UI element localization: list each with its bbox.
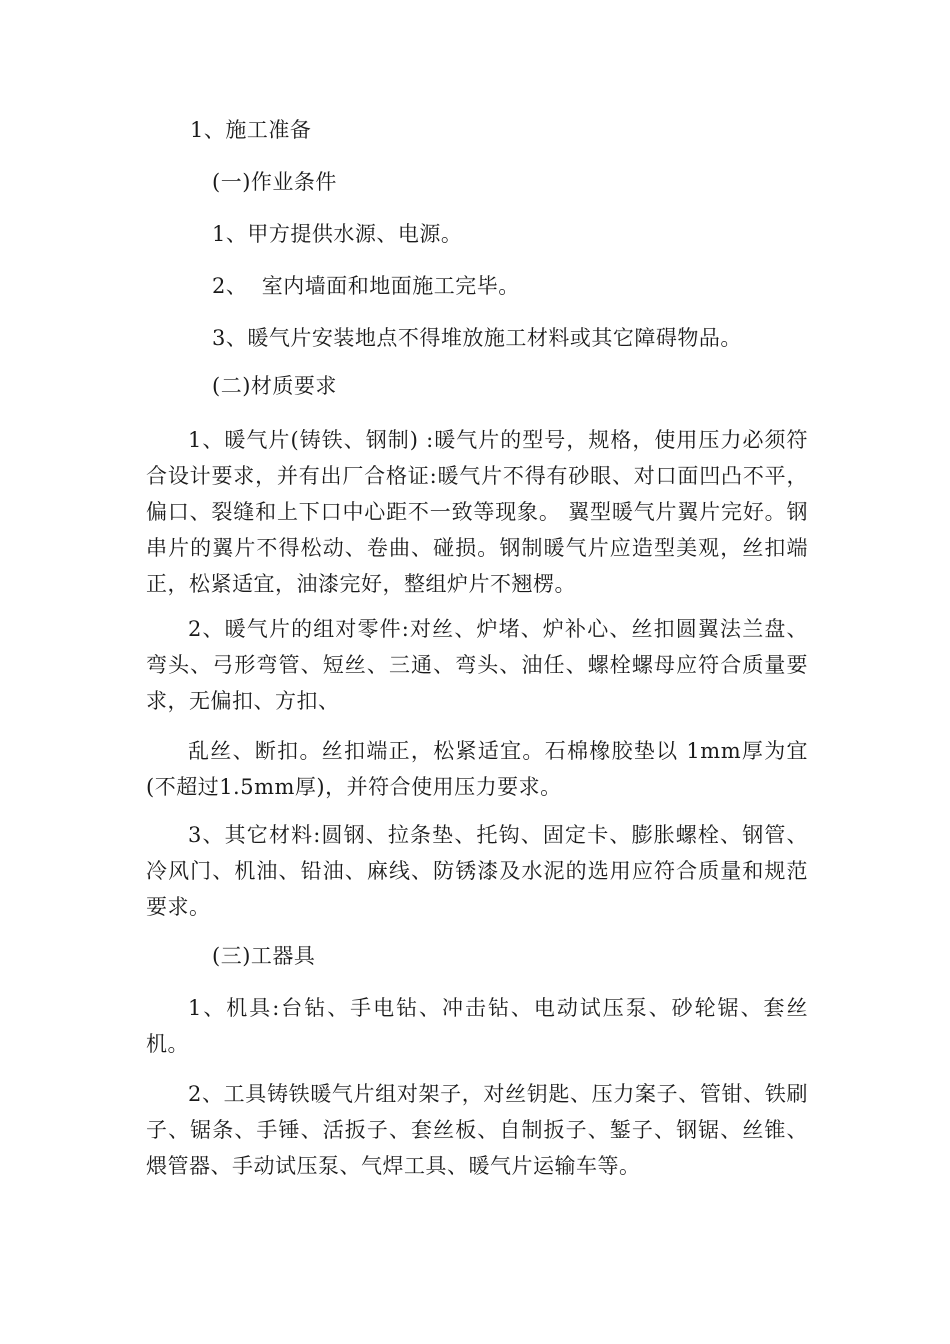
paragraph: 3、其它材料:圆钢、拉条垫、托钩、固定卡、膨胀螺栓、钢管、冷风门、机油、铅油、麻线、防锈漆及水泥的选用应符合质量和规范要求。: [146, 823, 808, 919]
list-item: 1、甲方提供水源、电源。: [212, 222, 463, 246]
paragraph: 2、工具铸铁暖气片组对架子，对丝钥匙、压力案子、管钳、铁刷子、锯条、手锤、活扳子、套丝板、自制扳子、錾子、钢锯、丝锥、煨管器、手动试压泵、气焊工具、暖气片运输车等。: [146, 1082, 808, 1178]
section-title: 1、施工准备: [190, 118, 312, 142]
subsection-heading-material-requirements: (二)材质要求: [212, 374, 337, 398]
list-item: 3、暖气片安装地点不得堆放施工材料或其它障碍物品。: [212, 326, 742, 350]
paragraph: 2、暖气片的组对零件:对丝、炉堵、炉补心、丝扣圆翼法兰盘、弯头、弓形弯管、短丝、三通、弯头、油任、螺栓螺母应符合质量要求，无偏扣、方扣、: [146, 617, 808, 713]
paragraph: 1、暖气片(铸铁、钢制) :暖气片的型号，规格，使用压力必须符合设计要求，并有出厂合格证:暖气片不得有砂眼、对口面凹凸不平，偏口、裂缝和上下口中心距不一致等现象。 翼型暖气片翼片完好。钢串片的翼片不得松动、卷曲、碰损。钢制暖气片应造型美观，丝扣端正，松紧适宜，油漆完好，整组炉片不翘楞。: [146, 428, 808, 596]
list-item: 2、 室内墙面和地面施工完毕。: [212, 274, 520, 298]
paragraph: 乱丝、断扣。丝扣端正，松紧适宜。石棉橡胶垫以 1mm厚为宜(不超过1.5mm厚)，并符合使用压力要求。: [146, 739, 808, 799]
paragraph: 1、机具:台钻、手电钻、冲击钻、电动试压泵、砂轮锯、套丝机。: [146, 996, 808, 1056]
subsection-heading-work-conditions: (一)作业条件: [212, 170, 337, 194]
subsection-heading-tools: (三)工器具: [212, 944, 316, 968]
